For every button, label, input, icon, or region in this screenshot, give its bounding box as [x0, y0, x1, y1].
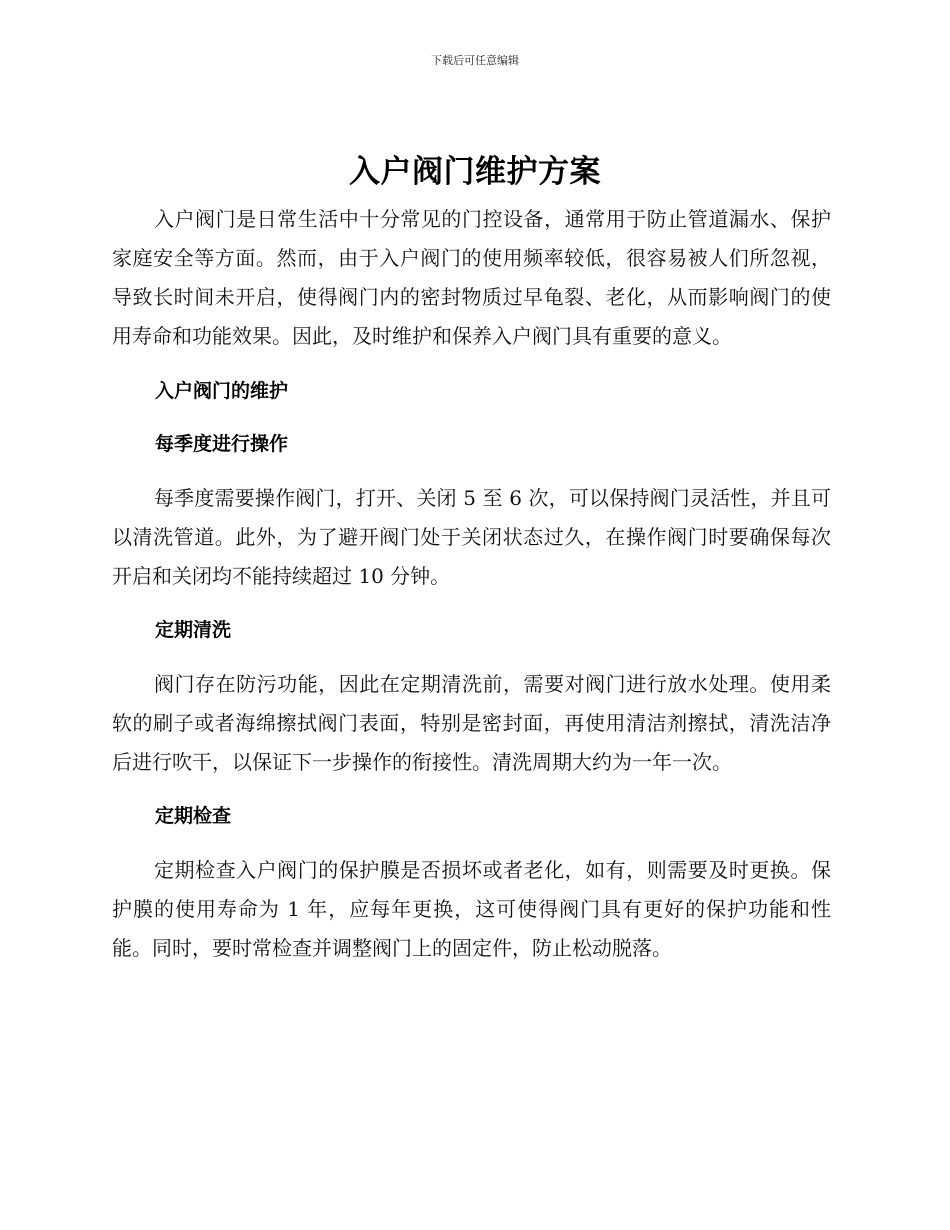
document-body	[112, 200, 831, 968]
subsection-heading-quarterly: 每季度进行操作	[155, 433, 289, 455]
section-heading: 入户阀门的维护	[155, 380, 289, 402]
subsection-body-cleaning: 阀门存在防污功能，因此在定期清洗前，需要对阀门进行放水处理。使用柔软的刷子或者海绵擦拭阀门表面，特别是密封面，再使用清洁剂擦拭，清洗洁净后进行吹干，以保证下一步操作的衔接性。清洗周期大约为一年一次。	[112, 672, 831, 774]
page-title: 入户阀门维护方案	[349, 154, 601, 190]
subsection-body-inspection: 定期检查入户阀门的保护膜是否损坏或者老化，如有，则需要及时更换。保护膜的使用寿命为 1 年，应每年更换，这可使得阀门具有更好的保护功能和性能。同时，要时常检查并调整阀门上的固定件，防止松动脱落。	[112, 858, 831, 960]
header-note: 下载后可任意编辑	[431, 54, 519, 67]
subsection-heading-cleaning: 定期清洗	[155, 619, 232, 641]
subsection-heading-inspection: 定期检查	[155, 805, 232, 827]
intro-paragraph: 入户阀门是日常生活中十分常见的门控设备，通常用于防止管道漏水、保护家庭安全等方面。然而，由于入户阀门的使用频率较低，很容易被人们所忽视，导致长时间未开启，使得阀门内的密封物质过早龟裂、老化，从而影响阀门的使用寿命和功能效果。因此，及时维护和保养入户阀门具有重要的意义。	[112, 207, 831, 348]
subsection-body-quarterly: 每季度需要操作阀门，打开、关闭 5 至 6 次，可以保持阀门灵活性，并且可以清洗管道。此外，为了避开阀门处于关闭状态过久，在操作阀门时要确保每次开启和关闭均不能持续超过 10 分钟。	[112, 486, 831, 588]
